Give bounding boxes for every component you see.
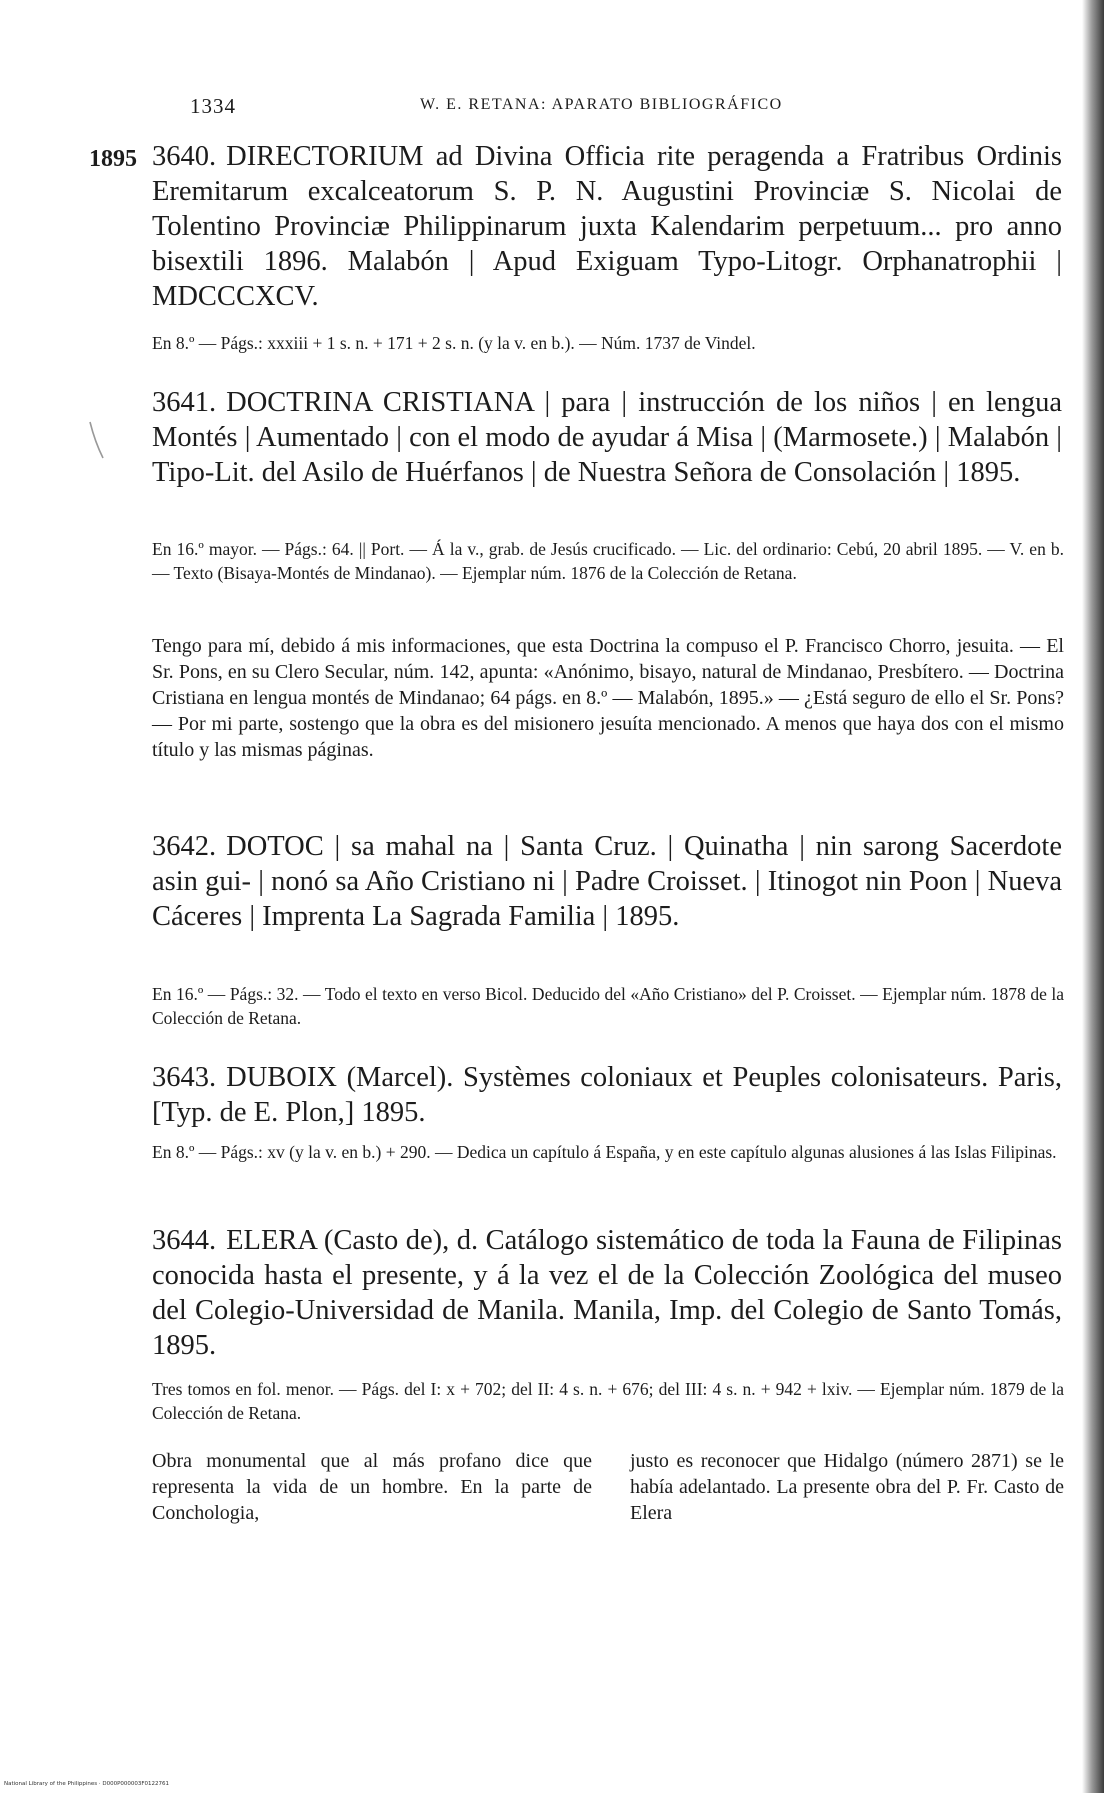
entry-text: DUBOIX (Marcel). Systèmes coloniaux et Peuples colonisateurs. Paris, [Typ. de E. Plon,] 1895. [152,1062,1062,1128]
entry-note-3641: En 16.º mayor. — Págs.: 64. || Port. — Á la v., grab. de Jesús crucificado. — Lic. del ordinario: Cebú, 20 abril 1895. — V. en b. — Texto (Bisaya-Montés de Mindanao). — Ejemplar núm. 1876 de la Colección de Retana. [152,539,1064,583]
page-number: 1334 [190,94,236,118]
entry-number: 3640. [152,141,217,172]
entry-text: DIRECTORIUM ad Divina Officia rite peragenda a Fratribus Ordinis Eremitarum excalceatorum S. P. N. Augustini Provinciæ S. Nicolai de Tolentino Provinciæ Philippinarum juxta Kalendarim perpetuum... pro anno bisextili 1896. Malabón | Apud Exiguam Typo-Litogr. Orphanatrophii | MDCCCXCV. [152,141,1062,312]
entry-3642 [152,829,1062,934]
entry-number: 3643. [152,1062,217,1093]
scan-footer: National Library of the Philippines · D000P000003F0122761 [4,1781,170,1787]
entry-note-3642: En 16.º — Págs.: 32. — Todo el texto en verso Bicol. Deducido del «Año Cristiano» del P. Croisset. — Ejemplar núm. 1878 de la Colección de Retana. [152,984,1064,1028]
entry-3643 [152,1060,1062,1130]
entry-note-3640: En 8.º — Págs.: xxxiii + 1 s. n. + 171 + 2 s. n. (y la v. en b.). — Núm. 1737 de Vindel. [152,333,756,353]
entry-note-3644: Tres tomos en fol. menor. — Págs. del I: x + 702; del II: 4 s. n. + 676; del III: 4 s. n. + 942 + lxiv. — Ejemplar núm. 1879 de la Colección de Retana. [152,1379,1064,1423]
entry-note-3643: En 8.º — Págs.: xv (y la v. en b.) + 290. — Dedica un capítulo á España, y en este capítulo algunas alusiones á las Islas Filipinas. [152,1142,1057,1162]
entry-text: DOTOC | sa mahal na | Santa Cruz. | Quinatha | nin sarong Sacerdote asin gui- | nonó sa Año Cristiano ni | Padre Croisset. | Itinogot nin Poon | Nueva Cáceres | Imprenta La Sagrada Familia | 1895. [152,831,1062,932]
entry-text: DOCTRINA CRISTIANA | para | instrucción de los niños | en lengua Montés | Aumentado | con el modo de ayudar á Misa | (Marmosete.) | Malabón | Tipo-Lit. del Asilo de Huérfanos | de Nuestra Señora de Consolación | 1895. [152,387,1062,488]
entry-3644 [152,1223,1062,1363]
comment-column-left: Obra monumental que al más profano dice que representa la vida de un hombre. En la parte de Conchologia, [152,1450,592,1524]
entry-number: 3642. [152,831,217,862]
running-title: W. E. RETANA: APARATO BIBLIOGRÁFICO [420,96,783,113]
page-header [190,94,910,124]
year-marker: 1895 [89,146,137,172]
entry-3640 [152,139,1062,314]
entry-number: 3641. [152,387,217,418]
entry-comment-3641: Tengo para mí, debido á mis informaciones, que esta Doctrina la compuso el P. Francisco Chorro, jesuita. — El Sr. Pons, en su Clero Secular, núm. 142, apunta: «Anónimo, bisayo, natural de Mindanao, Presbítero. — Doctrina Cristiana en lengua montés de Mindanao; 64 págs. en 8.º — Malabón, 1895.» — ¿Está seguro de ello el Sr. Pons? — Por mi parte, sostengo que la obra es del misionero jesuíta mencionado. A menos que haya dos con el mismo título y las mismas páginas. [152,635,1064,761]
entry-3641 [152,385,1062,490]
entry-text: ELERA (Casto de), d. Catálogo sistemático de toda la Fauna de Filipinas conocida hasta el presente, y á la vez el de la Colección Zoológica del museo del Colegio-Universidad de Manila. Manila, Imp. del Colegio de Santo Tomás, 1895. [152,1225,1062,1361]
page-edge-shadow [1082,0,1104,1793]
margin-tick-mark [88,420,106,460]
entry-number: 3644. [152,1225,217,1256]
comment-column-right: justo es reconocer que Hidalgo (número 2871) se le había adelantado. La presente obra del P. Fr. Casto de Elera [630,1450,1064,1524]
